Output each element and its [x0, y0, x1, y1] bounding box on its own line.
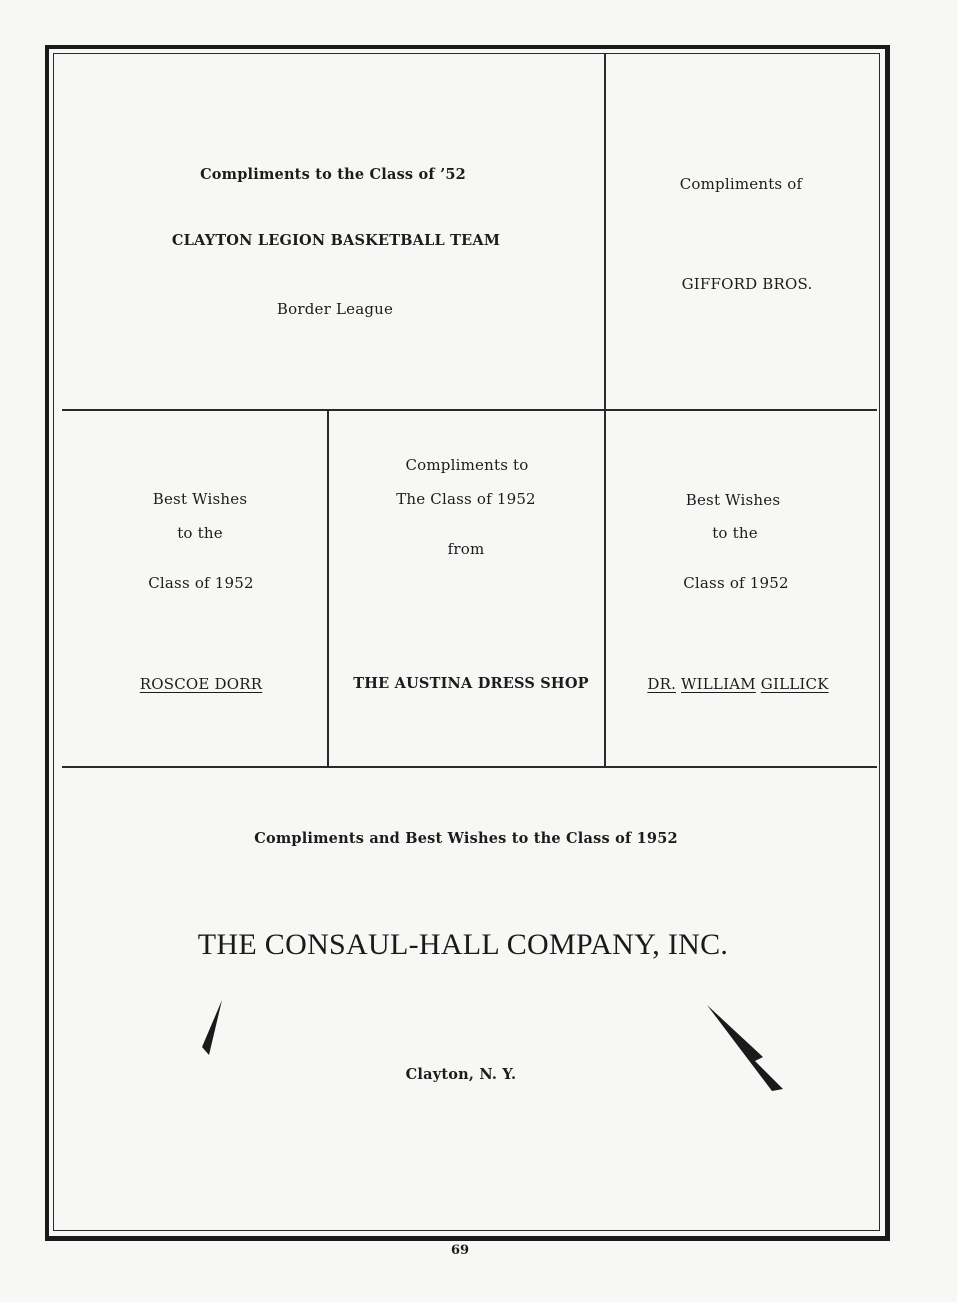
- consaul-location: Clayton, N. Y.: [405, 1066, 517, 1083]
- gillick-name-first: WILLIAM: [681, 675, 756, 693]
- page-number: 69: [450, 1243, 470, 1258]
- consaul-company-name: THE CONSAUL-HALL COMPANY, INC.: [197, 928, 729, 961]
- lightning-bolt-left-icon: [105, 995, 230, 1200]
- legion-league: Border League: [276, 300, 394, 318]
- divider-top-horizontal: [62, 409, 877, 411]
- gillick-name-last: GILLICK: [760, 675, 829, 693]
- divider-middle-left: [327, 409, 329, 768]
- gillick-best-wishes: Best Wishes: [685, 491, 781, 509]
- dorr-best-wishes: Best Wishes: [152, 490, 248, 508]
- consaul-compliments: Compliments and Best Wishes to the Class of 1952: [254, 830, 678, 847]
- gifford-name: GIFFORD BROS.: [681, 275, 813, 293]
- dorr-name: ROSCOE DORR: [139, 675, 263, 693]
- austina-name: THE AUSTINA DRESS SHOP: [353, 675, 589, 692]
- austina-from: from: [447, 540, 485, 558]
- gillick-class: Class of 1952: [683, 574, 789, 592]
- divider-top-vertical: [604, 54, 606, 768]
- austina-class: The Class of 1952: [396, 490, 536, 508]
- gifford-compliments: Compliments of: [679, 175, 803, 193]
- gillick-name-prefix: DR.: [647, 675, 677, 693]
- austina-compliments: Compliments to: [405, 456, 529, 474]
- divider-bottom-horizontal: [62, 766, 877, 768]
- legion-team-name: CLAYTON LEGION BASKETBALL TEAM: [171, 232, 501, 249]
- gillick-name: [647, 675, 828, 693]
- lightning-bolt-right-icon: [703, 997, 833, 1202]
- dorr-to-the: to the: [177, 524, 223, 542]
- legion-compliments: Compliments to the Class of ’52: [200, 166, 466, 183]
- dorr-class: Class of 1952: [148, 574, 254, 592]
- gillick-to-the: to the: [712, 524, 758, 542]
